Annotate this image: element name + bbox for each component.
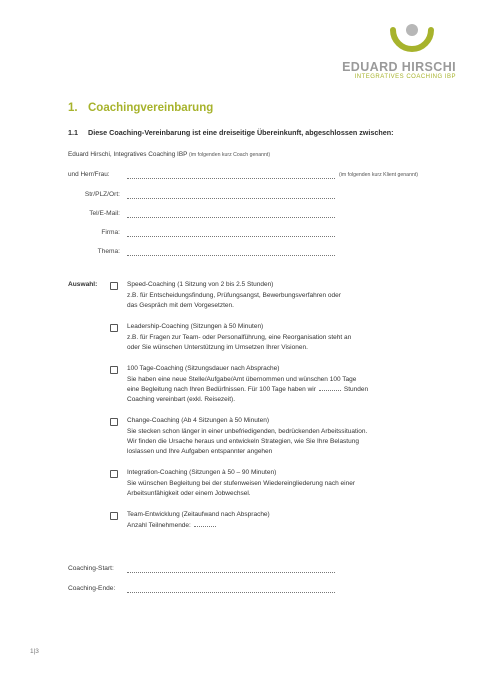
option-title: Leadership-Coaching (Sitzungen à 50 Minuten) — [127, 323, 264, 330]
field-label-company: Firma: — [101, 229, 120, 236]
hours-text-after: Stunden — [343, 386, 369, 393]
coaching-end-field[interactable] — [127, 592, 335, 593]
option-title: Integration-Coaching (Sitzungen à 50 – 90 Minuten) — [127, 469, 277, 476]
coach-line — [68, 151, 270, 158]
option-desc-line: loslassen und Ihre Aufgaben entspannter angehen — [127, 448, 273, 455]
option-desc-line: Coaching vereinbart (exkl. Reisezeit). — [127, 396, 236, 403]
client-label: und Herr/Frau: — [68, 171, 110, 178]
hours-field[interactable] — [319, 386, 341, 391]
participants-label: Anzahl Teilnehmende: — [127, 522, 191, 529]
option-title: 100 Tage-Coaching (Sitzungsdauer nach Absprache) — [127, 365, 280, 372]
option-desc-line: Wir finden die Ursache heraus und entwickeln Strategien, wie Sie Ihre Belastung — [127, 438, 359, 445]
logo-name: EDUARD HIRSCHI — [342, 60, 456, 74]
coach-name: Eduard Hirschi, Integratives Coaching IBP — [68, 151, 188, 158]
option-title: Speed-Coaching (1 Sitzung von 2 bis 2.5 Stunden) — [127, 281, 274, 288]
participants-line — [127, 521, 219, 531]
option-title: Team-Entwicklung (Zeitaufwand nach Absprache) — [127, 511, 270, 518]
option-desc-line: z.B. für Entscheidungsfindung, Prüfungsangst, Bewerbungsverfahren oder — [127, 292, 341, 299]
page-number: 1|3 — [30, 648, 39, 655]
coaching-start-label: Coaching-Start: — [68, 565, 114, 572]
option-desc-line: z.B. für Fragen zur Team- oder Personalführung, eine Reorganisation steht an — [127, 334, 352, 341]
subsection-title: Diese Coaching-Vereinbarung ist eine dreiseitige Übereinkunft, abgeschlossen zwischen: — [88, 128, 394, 137]
field-label-contact: Tel/E-Mail: — [89, 210, 120, 217]
selection-label: Auswahl: — [68, 281, 98, 288]
topic-field[interactable] — [127, 255, 335, 256]
coach-note: (im folgenden kurz Coach genannt) — [189, 152, 271, 158]
option-desc-line: Sie haben eine neue Stelle/Aufgabe/Amt übernommen und wünschen 100 Tage — [127, 376, 357, 383]
contact-field[interactable] — [127, 217, 335, 218]
field-label-topic: Thema: — [97, 248, 120, 255]
option-desc-line: Arbeitsunfähigkeit oder einem Jobwechsel. — [127, 490, 251, 497]
section-heading — [68, 102, 213, 114]
coaching-start-field[interactable] — [127, 572, 335, 573]
field-label-address: Str/PLZ/Ort: — [84, 191, 120, 198]
option-desc-hours-line — [127, 385, 368, 395]
participants-field[interactable] — [194, 522, 216, 527]
company-field[interactable] — [127, 236, 335, 237]
change-coaching-checkbox[interactable] — [110, 418, 118, 426]
subsection-heading — [68, 128, 394, 137]
logo-subtitle: INTEGRATIVES COACHING IBP — [354, 74, 456, 80]
option-title: Change-Coaching (Ab 4 Sitzungen à 50 Minuten) — [127, 417, 270, 424]
option-desc-line: Sie wünschen Begleitung bei der stufenweisen Wiedereingliederung nach einer — [127, 480, 356, 487]
team-development-checkbox[interactable] — [110, 512, 118, 520]
section-title: Coachingvereinbarung — [88, 102, 214, 114]
subsection-number: 1.1 — [68, 128, 78, 137]
section-number: 1. — [68, 102, 78, 114]
option-desc-line: das Gespräch mit dem Vorgesetzten. — [127, 302, 234, 309]
client-note: (im folgenden kurz Klient genannt) — [339, 172, 419, 178]
client-name-field[interactable] — [127, 178, 335, 179]
hundred-days-coaching-checkbox[interactable] — [110, 366, 118, 374]
option-desc-line: oder Sie wünschen Unterstützung im Umsetzen Ihrer Visionen. — [127, 344, 308, 351]
address-field[interactable] — [127, 198, 335, 199]
option-desc-line: Sie stecken schon länger in einer unbefriedigenden, bedrückenden Arbeitssituation. — [127, 428, 368, 435]
integration-coaching-checkbox[interactable] — [110, 470, 118, 478]
speed-coaching-checkbox[interactable] — [110, 282, 118, 290]
coaching-end-label: Coaching-Ende: — [68, 585, 116, 592]
leadership-coaching-checkbox[interactable] — [110, 324, 118, 332]
hours-text-before: eine Begleitung nach Ihren Bedürfnissen. Für 100 Tage haben wir — [127, 386, 316, 393]
coaching-logo-icon — [387, 20, 437, 58]
